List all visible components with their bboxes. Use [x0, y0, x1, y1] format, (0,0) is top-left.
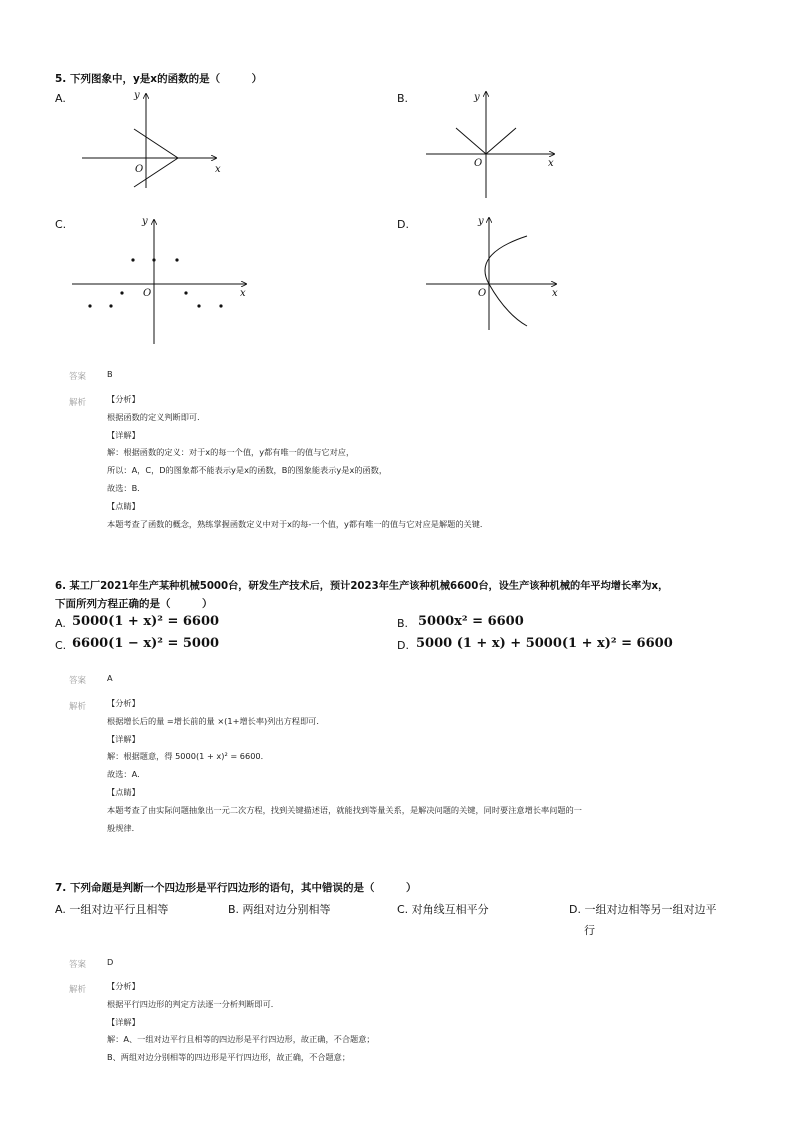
- q6-analysis-label: 解析: [69, 702, 87, 712]
- q5-d-x-label: x: [552, 288, 558, 299]
- q7-answer-label: 答案: [69, 960, 87, 970]
- q5-title: 5. 下列图象中，y是x的函数的是（ ）: [55, 73, 263, 85]
- q5-b-x-label: x: [548, 158, 554, 169]
- q6-analysis-line: 【详解】: [107, 733, 140, 744]
- q5-graph-d: [422, 214, 572, 332]
- q5-b-origin-label: O: [474, 158, 483, 169]
- q5-analysis-line: 根据函数的定义判断即可．: [107, 411, 206, 422]
- q5-analysis: [107, 391, 488, 533]
- q5-analysis-line: 【分析】: [107, 394, 140, 404]
- q5-analysis-line: 本题考查了函数的概念，熟练掌握函数定义中对于x的每-一个值，y都有唯一的值与它对应是解题的关键．: [107, 518, 489, 529]
- q5-answer: B: [107, 369, 113, 379]
- q7-option-d-line1: D. 一组对边相等另一组对边平: [569, 903, 717, 916]
- q7-analysis-label: 解析: [69, 985, 87, 995]
- q5-a-origin-label: O: [135, 164, 144, 175]
- q5-graph-a: [80, 88, 230, 190]
- q6-option-d-label: D.: [397, 639, 409, 652]
- q7-analysis-line: 解：A、一组对边平行且相等的四边形是平行四边形，故正确，不合题意；: [107, 1034, 375, 1045]
- q5-c-x-label: x: [240, 288, 246, 299]
- q6-analysis-line: 本题考查了由实际问题抽象出一元二次方程，找到关键描述语，就能找到等量关系，是解决问题的关键，同时要注意增长率问题的一: [107, 804, 582, 815]
- q6-title-line2: 下面所列方程正确的是（ ）: [55, 598, 213, 610]
- q5-answer-label: 答案: [69, 372, 87, 382]
- q5-c-origin-label: O: [143, 288, 152, 299]
- q6-analysis-line: 根据增长后的量 =增长前的量 ×(1+增长率)列出方程即可．: [107, 715, 325, 726]
- q6-analysis-line: 般规律．: [107, 822, 140, 833]
- q5-analysis-label: 解析: [69, 398, 87, 408]
- q6-answer: A: [107, 673, 113, 683]
- q5-option-c-label: C.: [55, 218, 67, 231]
- q5-analysis-line: 解：根据函数的定义：对于x的每一个值，y都有唯一的值与它对应，: [107, 447, 355, 458]
- q5-analysis-line: 所以：A，C，D的图象都不能表示y是x的函数，B的图象能表示y是x的函数，: [107, 465, 388, 476]
- q7-analysis-line: 【分析】: [107, 981, 140, 991]
- q5-option-d-label: D.: [397, 218, 409, 231]
- q6-option-c-label: C.: [55, 639, 67, 652]
- q6-analysis: [107, 695, 582, 837]
- q7-analysis-line: B、两组对边分别相等的四边形是平行四边形，故正确，不合题意；: [107, 1052, 351, 1063]
- q6-option-a-label: A.: [55, 617, 66, 630]
- q6-analysis-line: 【点睛】: [107, 786, 140, 797]
- q6-option-d: 5000 (1 + x) + 5000(1 + x)² = 6600: [416, 636, 673, 651]
- q5-a-x-label: x: [215, 164, 221, 175]
- q5-option-b-label: B.: [397, 92, 409, 105]
- q6-analysis-line: 【分析】: [107, 698, 140, 708]
- q7-option-c: C. 对角线互相平分: [397, 903, 489, 916]
- q5-graph-c: [70, 214, 255, 346]
- q7-option-d-line2: 行: [584, 924, 595, 937]
- q7-option-b: B. 两组对边分别相等: [228, 903, 331, 916]
- q5-d-y-label: y: [478, 216, 484, 227]
- q5-option-a-label: A.: [55, 92, 66, 105]
- q6-analysis-line: 解：根据题意，得 5000(1 + x)² = 6600．: [107, 751, 269, 762]
- q5-c-y-label: y: [142, 216, 148, 227]
- q7-option-a: A. 一组对边平行且相等: [55, 903, 169, 916]
- q7-answer: D: [107, 957, 114, 967]
- q6-option-a: 5000(1 + x)² = 6600: [72, 614, 220, 629]
- q6-title-line1: 6. 某工厂2021年生产某种机械5000台，研发生产技术后，预计2023年生产该种机械6600台，设生产该种机械的年平均增长率为x，: [55, 581, 669, 592]
- q5-analysis-line: 故选：B．: [107, 482, 146, 493]
- q5-a-y-label: y: [134, 90, 140, 101]
- q7-analysis-line: 根据平行四边形的判定方法逐一分析判断即可．: [107, 998, 279, 1009]
- q5-d-origin-label: O: [478, 288, 487, 299]
- q7-analysis-line: 【详解】: [107, 1016, 140, 1027]
- q6-option-b: 5000x² = 6600: [418, 614, 524, 629]
- q6-analysis-line: 故选：A．: [107, 769, 146, 780]
- q6-option-c: 6600(1 − x)² = 5000: [72, 636, 220, 651]
- q5-analysis-line: 【点睛】: [107, 500, 140, 511]
- q5-b-y-label: y: [474, 92, 480, 103]
- q7-analysis: [107, 978, 375, 1067]
- q7-title: 7. 下列命题是判断一个四边形是平行四边形的语句，其中错误的是（ ）: [55, 882, 417, 894]
- q6-answer-label: 答案: [69, 676, 87, 686]
- q5-analysis-line: 【详解】: [107, 429, 140, 440]
- q6-option-b-label: B.: [397, 617, 409, 630]
- q5-graph-b: [422, 88, 572, 200]
